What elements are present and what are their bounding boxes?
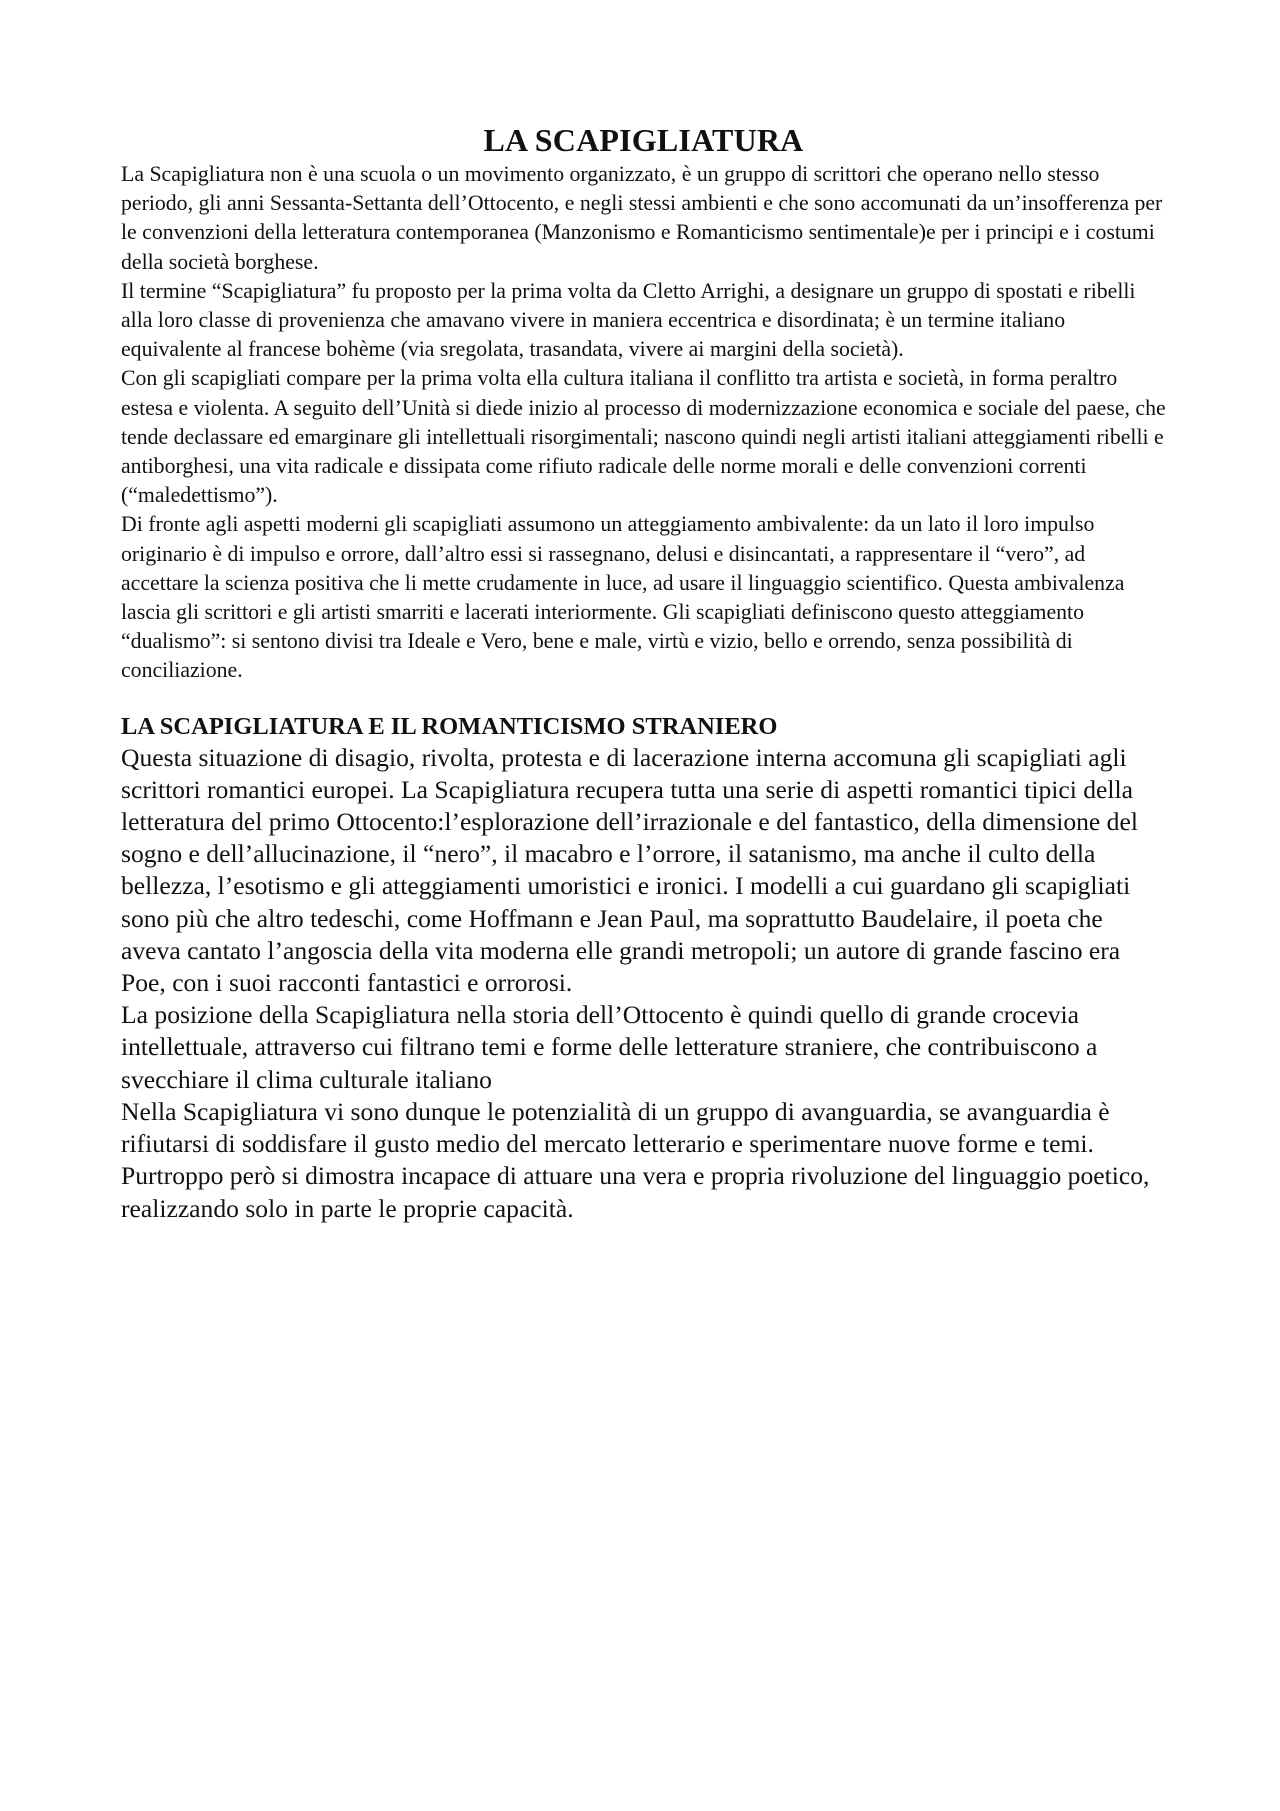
section-heading: LA SCAPIGLIATURA E IL ROMANTICISMO STRANIERO xyxy=(121,712,778,740)
document-title: LA SCAPIGLIATURA xyxy=(483,122,804,158)
section-intro xyxy=(121,160,1166,686)
paragraph: Di fronte agli aspetti moderni gli scapigliati assumono un atteggiamento ambivalente: da un lato il loro impulso originario è di impulso e orrore, dall’altro essi si rassegnano, delusi e disincantati, a rappresentare il “vero”, ad accettare la scienza positiva che li mette crudamente in luce, ad usare il linguaggio scientifico. Questa ambivalenza lascia gli scrittori e gli artisti smarriti e lacerati interiormente. Gli scapigliati definiscono questo atteggiamento “dualismo”: si sentono divisi tra Ideale e Vero, bene e male, virtù e vizio, bello e orrendo, senza possibilità di conciliazione. xyxy=(121,512,1125,683)
paragraph: Il termine “Scapigliatura” fu proposto per la prima volta da Cletto Arrighi, a designare un gruppo di spostati e ribelli alla loro classe di provenienza che amavano vivere in maniera eccentrica e disordinata; è un termine italiano equivalente al francese bohème (via sregolata, trasandata, vivere ai margini della società). xyxy=(121,278,1136,362)
paragraph: La Scapigliatura non è una scuola o un movimento organizzato, è un gruppo di scrittori che operano nello stesso periodo, gli anni Sessanta-Settanta dell’Ottocento, e negli stessi ambienti e che sono accomunati da un’insofferenza per le convenzioni della letteratura contemporanea (Manzonismo e Romanticismo sentimentale)e per i principi e i costumi della società borghese. xyxy=(121,162,1163,274)
paragraph: Con gli scapigliati compare per la prima volta ella cultura italiana il conflitto tra artista e società, in forma peraltro estesa e violenta. A seguito dell’Unità si diede inizio al processo di modernizzazione economica e sociale del paese, che tende declassare ed emarginare gli intellettuali risorgimentali; nascono quindi negli artisti italiani atteggiamenti ribelli e antiborghesi, una vita radicale e dissipata come rifiuto radicale delle norme morali e delle convenzioni correnti (“maledettismo”). xyxy=(121,366,1166,508)
paragraph: Questa situazione di disagio, rivolta, protesta e di lacerazione interna accomuna gli scapigliati agli scrittori romantici europei. La Scapigliatura recupera tutta una serie di aspetti romantici tipici della letteratura del primo Ottocento:l’esplorazione dell’irrazionale e del fantastico, della dimensione del sogno e dell’allucinazione, il “nero”, il macabro e l’orrore, il satanismo, ma anche il culto della bellezza, l’esotismo e gli atteggiamenti umoristici e ironici. I modelli a cui guardano gli scapigliati sono più che altro tedeschi, come Hoffmann e Jean Paul, ma soprattutto Baudelaire, il poeta che aveva cantato l’angoscia della vita moderna elle grandi metropoli; un autore di grande fascino era Poe, con i suoi racconti fantastici e orrorosi. xyxy=(121,742,1138,998)
section-romanticism xyxy=(121,742,1166,1225)
document-page xyxy=(121,120,1166,1225)
paragraph: Nella Scapigliatura vi sono dunque le potenzialità di un gruppo di avanguardia, se avanguardia è rifiutarsi di soddisfare il gusto medio del mercato letterario e sperimentare nuove forme e temi. Purtroppo però si dimostra incapace di attuare una vera e propria rivoluzione del linguaggio poetico, realizzando solo in parte le proprie capacità. xyxy=(121,1096,1150,1223)
paragraph: La posizione della Scapigliatura nella storia dell’Ottocento è quindi quello di grande crocevia intellettuale, attraverso cui filtrano temi e forme delle letterature straniere, che contribuiscono a svecchiare il clima culturale italiano xyxy=(121,1000,1098,1094)
